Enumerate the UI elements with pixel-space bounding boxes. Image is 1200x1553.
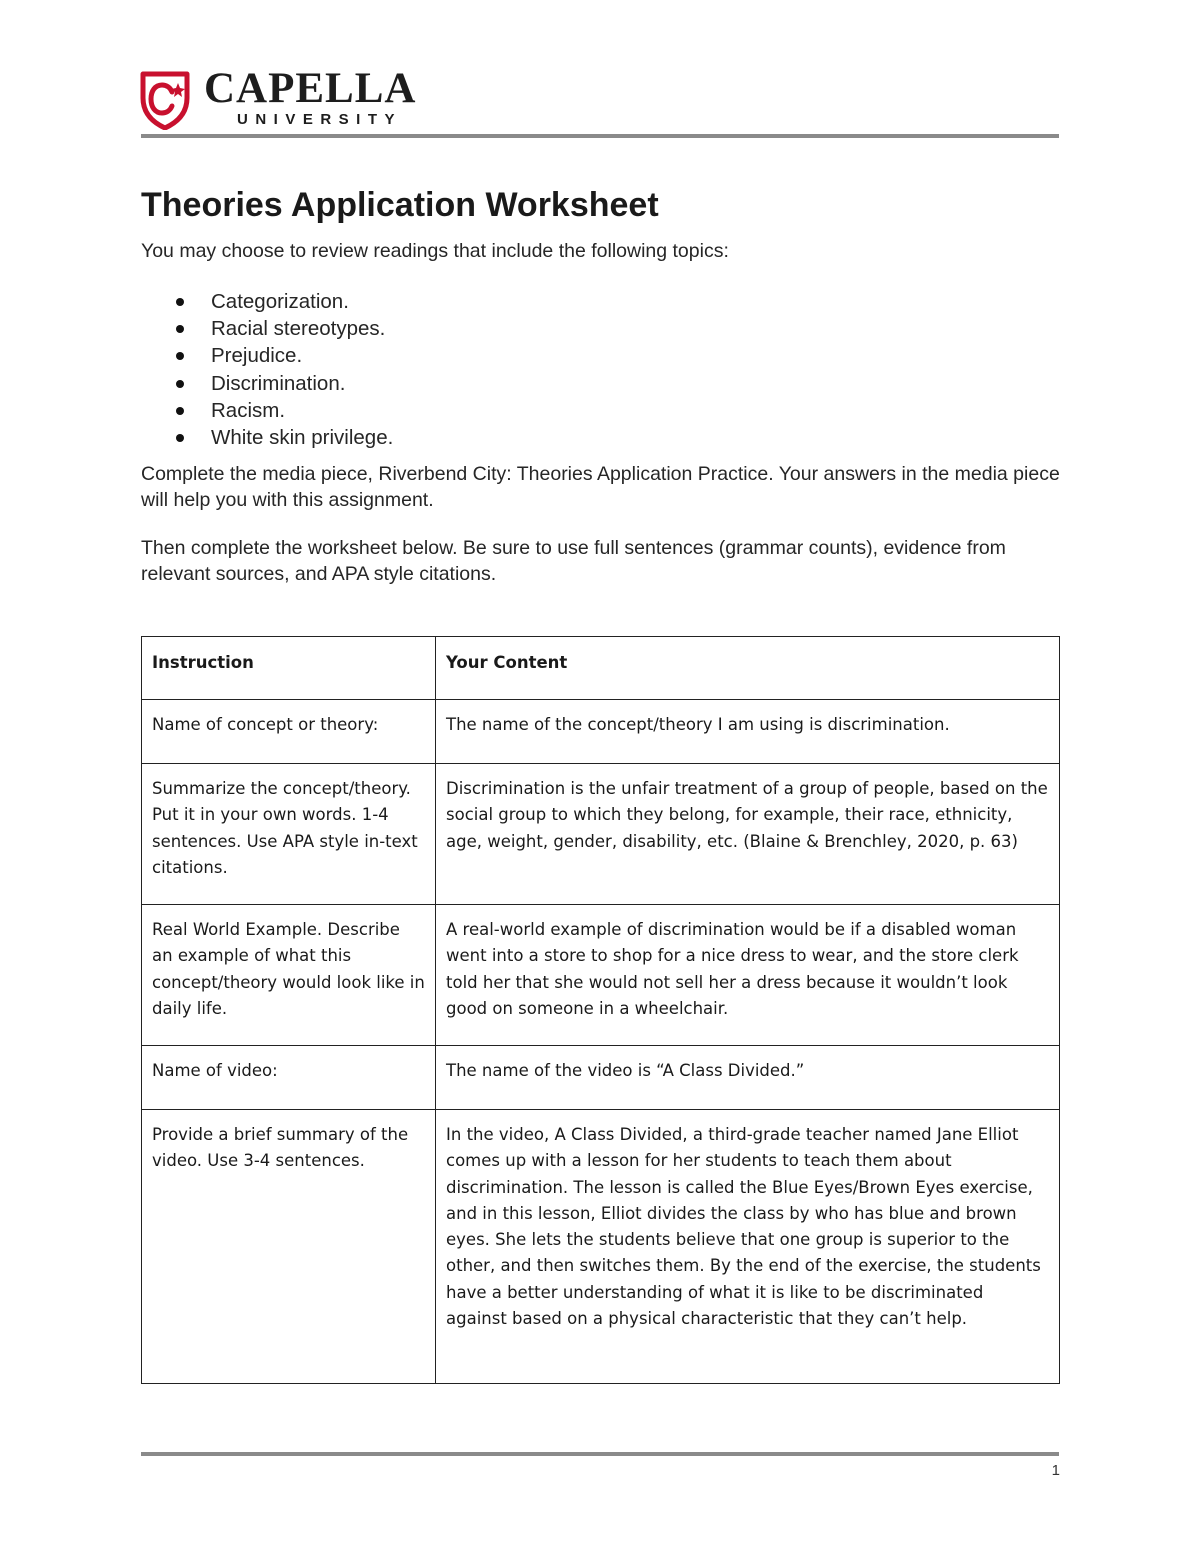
- bullet-icon: [176, 325, 184, 333]
- list-item: [141, 424, 393, 451]
- list-item: [141, 288, 393, 315]
- instruction-cell: Provide a brief summary of the video. Use 3-4 sentences.: [142, 1110, 436, 1384]
- content-cell[interactable]: A real-world example of discrimination would be if a disabled woman went into a store to shop for a nice dress to wear, and the store clerk told her that she would not sell her a dress because it wouldn’t look good on someone in a wheelchair.: [436, 905, 1060, 1046]
- shield-logo-icon: [140, 70, 190, 130]
- bullet-icon: [176, 434, 184, 442]
- list-item: [141, 370, 393, 397]
- instruction-cell: Name of video:: [142, 1046, 436, 1110]
- column-header-instruction: Instruction: [142, 637, 436, 700]
- list-item: [141, 397, 393, 424]
- topic-label: Prejudice.: [211, 344, 303, 368]
- intro-text: You may choose to review readings that include the following topics:: [141, 240, 729, 262]
- topic-label: Discrimination.: [211, 371, 346, 395]
- topic-label: Categorization.: [211, 290, 349, 313]
- content-cell[interactable]: Discrimination is the unfair treatment of a group of people, based on the social group to which they belong, for example, their race, ethnicity, age, weight, gender, disability, etc. (Blaine & Brenchley, 2020, p. 63): [436, 764, 1060, 905]
- content-cell[interactable]: The name of the concept/theory I am using is discrimination.: [436, 700, 1060, 764]
- page-title: Theories Application Worksheet: [141, 186, 659, 224]
- brand-name: CAPELLA: [204, 65, 417, 112]
- topic-label: Racism.: [211, 398, 286, 422]
- table-row: [142, 764, 1060, 905]
- content-cell[interactable]: In the video, A Class Divided, a third-grade teacher named Jane Elliot comes up with a lesson for her students to teach them about discrimination. The lesson is called the Blue Eyes/Brown Eyes exercise, and in this lesson, Elliot divides the class by who has blue and brown eyes. She lets the students believe that one group is superior to the other, and then switches them. By the end of the exercise, the students have a better understanding of what it is like to be discriminated against based on a physical characteristic that they can’t help.: [436, 1110, 1060, 1384]
- media-piece-instructions: Complete the media piece, Riverbend City: Theories Application Practice. Your answers in the media piece will help you with this assignment.: [141, 463, 1060, 511]
- instruction-cell: Summarize the concept/theory. Put it in your own words. 1-4 sentences. Use APA style in-text citations.: [142, 764, 436, 905]
- column-header-content: Your Content: [436, 637, 1060, 700]
- capella-logo: [140, 65, 440, 132]
- topic-label: White skin privilege.: [211, 425, 394, 449]
- topics-list: [141, 288, 393, 451]
- bullet-icon: [176, 407, 184, 415]
- content-cell[interactable]: The name of the video is “A Class Divided.”: [436, 1046, 1060, 1110]
- table-row: [142, 1046, 1060, 1110]
- table-row: [142, 905, 1060, 1046]
- list-item: [141, 342, 393, 369]
- page-number: 1: [1051, 1462, 1060, 1479]
- instruction-cell: Real World Example. Describe an example of what this concept/theory would look like in daily life.: [142, 905, 436, 1046]
- worksheet-table: [141, 636, 1060, 1384]
- bullet-icon: [176, 352, 184, 360]
- worksheet-instructions: Then complete the worksheet below. Be sure to use full sentences (grammar counts), evidence from relevant sources, and APA style citations.: [141, 537, 1006, 585]
- instruction-cell: Name of concept or theory:: [142, 700, 436, 764]
- footer-divider: [141, 1452, 1059, 1456]
- table-row: [142, 700, 1060, 764]
- table-row: [142, 1110, 1060, 1384]
- brand-subtitle: UNIVERSITY: [237, 111, 403, 128]
- list-item: [141, 315, 393, 342]
- table-header-row: [142, 637, 1060, 700]
- bullet-icon: [176, 298, 184, 306]
- header-divider: [141, 134, 1059, 138]
- bullet-icon: [176, 380, 184, 388]
- topic-label: Racial stereotypes.: [211, 317, 386, 341]
